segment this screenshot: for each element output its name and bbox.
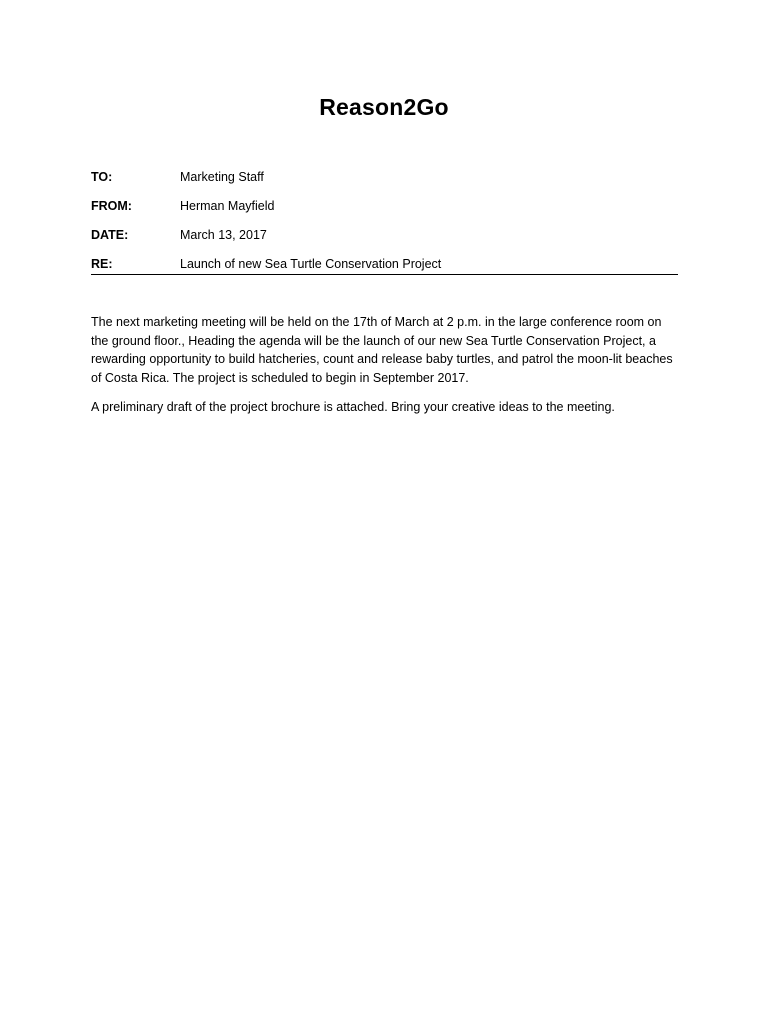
memo-title: Reason2Go	[319, 94, 449, 120]
to-label: TO:	[91, 170, 113, 184]
header-row-from	[91, 197, 678, 226]
header-row-to	[91, 168, 678, 197]
memo-header	[91, 168, 678, 284]
date-label: DATE:	[91, 228, 129, 242]
from-label: FROM:	[91, 199, 132, 213]
body-paragraph-brochure: A preliminary draft of the project brochure is attached. Bring your creative ideas to the meeting.	[91, 399, 615, 414]
date-value: March 13, 2017	[180, 228, 267, 242]
memo-body	[91, 313, 681, 427]
header-row-re	[91, 255, 678, 284]
header-row-date	[91, 226, 678, 255]
to-value: Marketing Staff	[180, 170, 264, 184]
body-paragraph-meeting: The next marketing meeting will be held on the 17th of March at 2 p.m. in the large conference room on the ground floor., Heading the agenda will be the launch of our new Sea Turtle Conservation Project, a rewarding opportunity to build hatcheries, count and release baby turtles, and patrol the moon-lit beaches of Costa Rica. The project is scheduled to begin in September 2017.	[91, 315, 673, 386]
from-value: Herman Mayfield	[180, 199, 275, 213]
re-value: Launch of new Sea Turtle Conservation Project	[180, 257, 442, 271]
header-divider	[91, 274, 678, 275]
re-label: RE:	[91, 257, 113, 271]
